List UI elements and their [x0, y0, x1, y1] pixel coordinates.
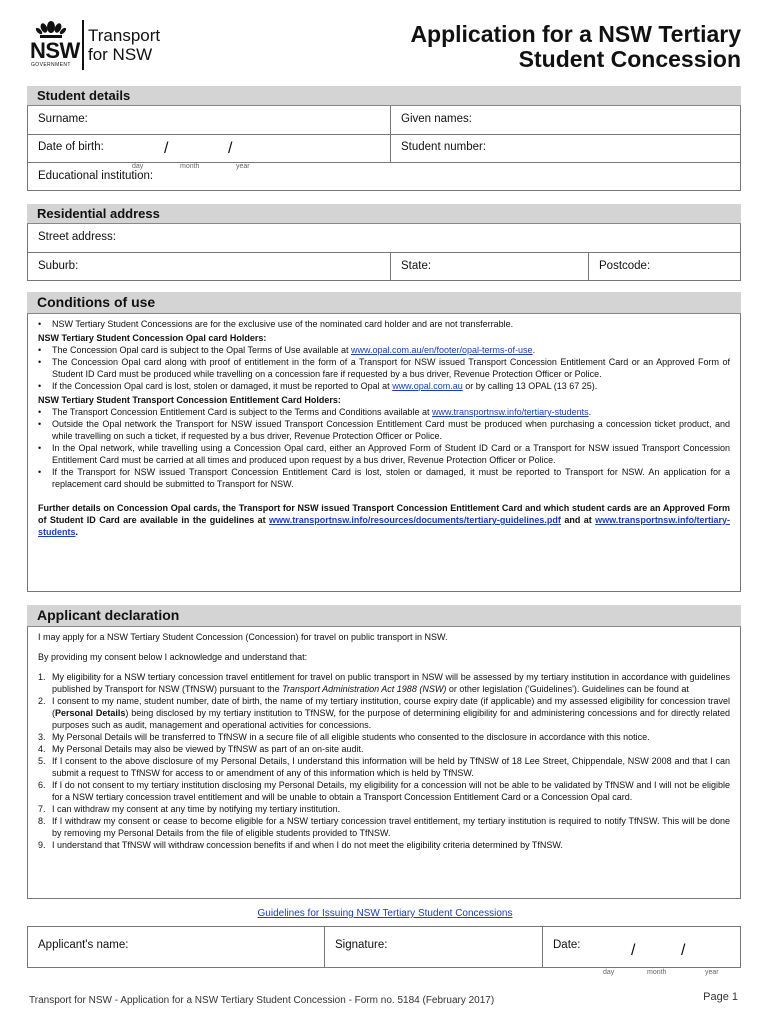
- residential-heading: Residential address: [27, 204, 741, 224]
- dob-year-hint: year: [236, 163, 250, 170]
- residential-box: [27, 224, 741, 281]
- government-label: GOVERNMENT: [31, 62, 71, 68]
- declaration-item: 8. If I withdraw my consent or cease to become eligible for a NSW tertiary concession travel entitlement, my tertiary institution is required to notify TfNSW. This will be done by removing my Personal Details from the file of eligible students provided to TfNSW.: [38, 816, 730, 838]
- street-address-label: Street address:: [38, 231, 116, 243]
- tce-holders-heading: NSW Tertiary Student Transport Concession Entitlement Card Holders:: [38, 395, 341, 405]
- surname-field[interactable]: [28, 106, 390, 134]
- page-number: Page 1: [703, 991, 738, 1003]
- declaration-heading: Applicant declaration: [27, 605, 741, 627]
- org-line-1: Transport: [88, 26, 161, 45]
- student-details-box: [27, 106, 741, 191]
- student-details-section: [27, 86, 741, 191]
- declaration-item: 7. I can withdraw my consent at any time by notifying my tertiary institution.: [38, 804, 341, 814]
- declaration-item: 5. If I consent to the above disclosure of my Personal Details, I understand this information will be held by TfNSW of 18 Lee Street, Chippendale, NSW 2008 and that I can submit a request to TfNSW for access to or amendment of any of this information which is held by TfNSW.: [38, 756, 730, 778]
- date-year-hint: year: [705, 969, 719, 976]
- declaration-item: 4. My Personal Details may also be viewed by TfNSW as part of an on-site audit.: [38, 744, 364, 754]
- declaration-item: 9. I understand that TfNSW will withdraw concession benefits if and when I do not meet the eligibility criteria determined by TfNSW.: [38, 840, 563, 850]
- opal-condition-1: • The Concession Opal card is subject to the Opal Terms of Use available at www.opal.com.au/en/footer/opal-terms-of-use.: [38, 345, 536, 355]
- opal-terms-link[interactable]: www.opal.com.au/en/footer/opal-terms-of-use: [350, 345, 533, 355]
- tfnsw-wordmark: [88, 26, 160, 64]
- residential-section: [27, 204, 741, 281]
- date-day-hint: day: [603, 969, 615, 976]
- applicant-name-field[interactable]: [28, 927, 324, 967]
- nsw-wordmark: NSW: [30, 38, 80, 63]
- date-label: Date:: [553, 939, 581, 951]
- postcode-label: Postcode:: [599, 260, 651, 272]
- given-names-label: Given names:: [401, 113, 472, 125]
- declaration-item: 6. If I do not consent to my tertiary institution disclosing my Personal Details, my eligibility for a concession will not be able to be validated by TfNSW and I will not be eligible for a NSW tertiary concession travel entitlement and will be unable to obtain a Transport Concession Entitlement Card or a Concession Opal card.: [38, 780, 730, 802]
- signoff-section: [27, 926, 741, 976]
- signature-label: Signature:: [335, 939, 388, 951]
- waratah-icon: [36, 14, 66, 40]
- opal-condition-3: • If the Concession Opal card is lost, stolen or damaged, it must be reported to Opal at www.opal.com.au or by calling 13 OPAL (13 67 25).: [38, 381, 598, 391]
- guidelines-pdf-link[interactable]: www.transportnsw.info/resources/documents/tertiary-guidelines.pdf: [269, 515, 561, 525]
- org-line-2: for NSW: [88, 45, 153, 64]
- street-address-field[interactable]: [28, 224, 740, 252]
- page-title: [410, 22, 741, 72]
- suburb-label: Suburb:: [38, 260, 79, 272]
- dob-label: Date of birth:: [38, 141, 104, 153]
- postcode-field[interactable]: [588, 253, 740, 280]
- logo-divider: [82, 20, 84, 70]
- declaration-section: [27, 605, 741, 899]
- student-details-heading: Student details: [27, 86, 741, 106]
- tce-condition-2: • Outside the Opal network the Transport for NSW issued Transport Concession Entitlement Card must be produced when purchasing a concession ticket product, and while travelling on such a ticket, if requested by a bus driver, Revenue Protection Officer or Police.: [38, 419, 730, 441]
- tce-condition-1: • The Transport Concession Entitlement Card is subject to the Terms and Conditions available at www.transportnsw.info/tertiary-students.: [38, 407, 592, 417]
- conditions-body: [27, 314, 741, 592]
- guidelines-link-row: [0, 908, 770, 919]
- declaration-item: 2. I consent to my name, student number, date of birth, the name of my tertiary institution, course expiry date (if applicable) and my assessed eligibility for concession travel (Personal Details) being disclosed by my tertiary institution to TfNSW, for the purpose of determining eligibility for and administering concessions and for directly related purposes such as audit, management and operational activities for concessions.: [38, 696, 730, 730]
- date-slash-2: /: [681, 942, 686, 959]
- conditions-heading: Conditions of use: [27, 292, 741, 314]
- institution-label: Educational institution:: [38, 170, 154, 182]
- conditions-intro: • NSW Tertiary Student Concessions are for the exclusive use of the nominated card holder and are not transferrable.: [38, 319, 514, 329]
- tertiary-students-link[interactable]: www.transportnsw.info/tertiary-students: [432, 407, 589, 417]
- declaration-item: 1. My eligibility for a NSW tertiary concession travel entitlement for travel on public transport in NSW will be assessed by my tertiary institution in accordance with guidelines published by Transport for NSW (TfNSW) pursuant to the Transport Administration Act 1988 (NSW) or other legislation ('Guidelines'). Guidelines can be found at: [38, 672, 730, 694]
- dob-field[interactable]: [28, 135, 390, 170]
- tce-condition-3: • In the Opal network, while travelling using a Concession Opal card, either an Approved Form of Student ID Card or a Transport for NSW issued Transport Concession Entitlement Card must be carried at all times and produced upon request by a bus driver, Revenue Protection Officer or Police.: [38, 443, 730, 465]
- title-line-2: Student Concession: [518, 46, 741, 72]
- dob-month-hint: month: [180, 163, 200, 170]
- declaration-consent: By providing my consent below I acknowledge and understand that:: [38, 652, 308, 662]
- declaration-body: [27, 627, 741, 899]
- given-names-field[interactable]: [390, 106, 740, 134]
- date-month-hint: month: [647, 969, 667, 976]
- opal-condition-2: • The Concession Opal card along with proof of entitlement in the form of a Transport for NSW issued Transport Concession Entitlement Card or an Approved Form of Student ID Card must be produced while travelling on a concession fare if requested by a bus driver, Revenue Protection Officer or Police.: [38, 357, 730, 379]
- opal-holders-heading: NSW Tertiary Student Concession Opal card Holders:: [38, 333, 267, 343]
- dob-slash-1: /: [164, 140, 169, 157]
- page-header: [0, 0, 770, 80]
- suburb-field[interactable]: [28, 253, 390, 280]
- date-slash-1: /: [631, 942, 636, 959]
- footer-form-info: Transport for NSW - Application for a NSW Tertiary Student Concession - Form no. 5184 (February 2017): [29, 995, 495, 1006]
- applicant-name-label: Applicant's name:: [38, 939, 129, 951]
- dob-slash-2: /: [228, 140, 233, 157]
- title-line-1: Application for a NSW Tertiary: [410, 21, 741, 47]
- dob-day-hint: day: [132, 163, 144, 170]
- state-label: State:: [401, 260, 432, 272]
- student-number-label: Student number:: [401, 141, 487, 153]
- conditions-section: [27, 292, 741, 592]
- opal-site-link[interactable]: www.opal.com.au: [392, 381, 463, 391]
- nsw-transport-logo: [30, 14, 170, 70]
- signature-field[interactable]: [324, 927, 542, 967]
- state-field[interactable]: [390, 253, 588, 280]
- guidelines-link[interactable]: Guidelines for Issuing NSW Tertiary Student Concessions: [257, 908, 513, 919]
- declaration-intro: I may apply for a NSW Tertiary Student Concession (Concession) for travel on public transport in NSW.: [38, 632, 448, 642]
- surname-label: Surname:: [38, 113, 88, 125]
- declaration-item: 3. My Personal Details will be transferred to TfNSW in a secure file of all eligible students who consented to the disclosure in accordance with this notice.: [38, 732, 650, 742]
- student-number-field[interactable]: [390, 135, 740, 162]
- date-field[interactable]: [542, 927, 740, 976]
- tertiary-students-link-2[interactable]: www.transportnsw.info/tertiary-students: [38, 515, 730, 537]
- further-details: Further details on Concession Opal cards, the Transport for NSW issued Transport Concession Entitlement Card and which student cards are an Approved Form of Student ID Card are available in the guidelines at www.transportnsw.info/resources/documents/tertiary-guidelines.pdf and at www.transportnsw.info/tertiary-students.: [38, 503, 730, 537]
- tce-condition-4: • If the Transport for NSW issued Transport Concession Entitlement Card is lost, stolen or damaged, it must be reported to Transport for NSW. An application for a replacement card should be submitted to Transport for NSW.: [38, 467, 730, 489]
- institution-field[interactable]: [28, 163, 740, 190]
